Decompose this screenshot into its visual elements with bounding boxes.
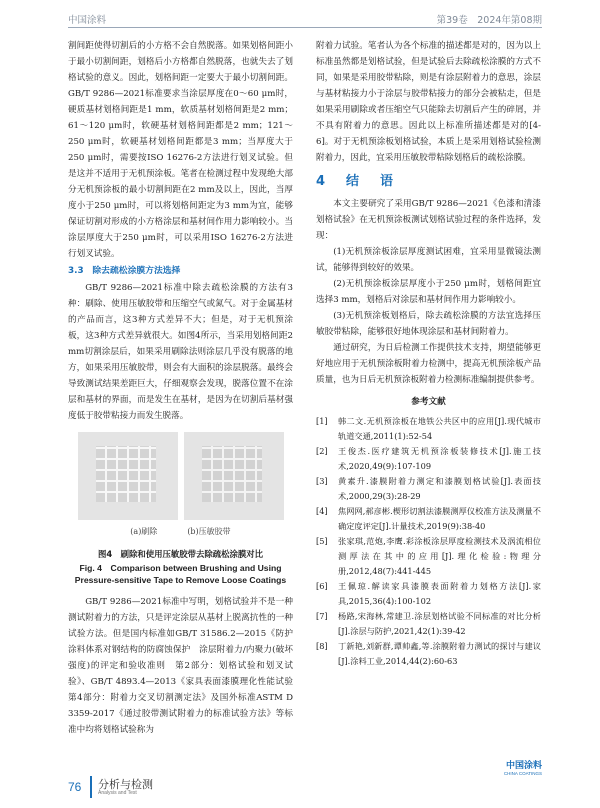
journal-logo xyxy=(490,758,542,782)
section-name: 分析与检测 xyxy=(98,778,153,791)
paragraph: 附着力试验。笔者认为各个标准的描述都是对的，因为以上标准虽然都是划格试验，但是试验后去除疏松涂膜的方式不同，如果是采用胶带粘除，则是有涂层附着力的意思，涂层与基材粘接力小于涂层与胶带粘接力的部分会被粘走，但是如果采用刷除或者压缩空气只能除去切割后产生的碎屑，并不具有附着力的意思。因此以上标准所描述都是对的[4-6]。对于无机预涂板划格试验，本质上是采用划格试验检测附着力，因此，宜采用压敏胶带粘除划格后的疏松涂膜。 xyxy=(316,41,541,163)
reference-item xyxy=(316,444,541,474)
reference-number: [2] xyxy=(316,446,328,456)
reference-item xyxy=(316,609,541,639)
reference-text: 张家琪,范炮,李鹰.彩涂板涂层厚度检测技术及涡流相位测厚法在其中的应用[J].理化检验:物理分册,2012,48(7):441-445 xyxy=(338,536,541,576)
journal-name: 中国涂料 xyxy=(68,15,107,26)
figure-4 xyxy=(68,432,293,520)
reference-number: [3] xyxy=(316,476,328,486)
page-header xyxy=(68,10,542,28)
right-column xyxy=(316,38,550,669)
reference-number: [1] xyxy=(316,416,328,426)
references-heading: 参考文献 xyxy=(411,397,446,407)
reference-item xyxy=(316,639,541,669)
section-name-en: Analysis and Test xyxy=(98,790,137,796)
figure-caption-en: Fig. 4 Comparison between Brushing and Using Pressure-sensitive Tape to Remove Loose Coatings xyxy=(74,563,287,585)
section-heading: 4 结 语 xyxy=(316,174,398,189)
paragraph: (3)无机预涂板划格后，除去疏松涂膜的方法宜选择压敏胶带粘除，能够很好地体现涂层和基材间附着力。 xyxy=(316,311,541,337)
paragraph: GB/T 9286—2021标准中写明，划格试验并不是一种测试附着力的方法，只是评定涂层从基材上脱离抗性的一种试验方法。但是国内标准如GB/T 31586.2—2015《防护涂料体系对钢结构的防腐蚀保护 涂层附着力/内聚力(破坏强度)的评定和验收准则 第2部分：划格试验和划叉试验》、GB/T 4893.4—2013《家具表面漆膜理化性能试验 第4部分：附着力交叉切割测定法》及国外标准ASTM D 3359-2017《通过胶带测试附着力的标准试验方法》等标准中均将划格试验称为 xyxy=(68,597,302,735)
reference-list xyxy=(316,414,541,669)
paragraph: (1)无机预涂板涂层厚度测试困难，宜采用显微镜法测试，能够得到较好的效果。 xyxy=(316,247,541,273)
issue-info: 第39卷 2024年第08期 xyxy=(436,15,542,26)
reference-text: 黄素升.漆膜附着力测定和漆膜划格试验[J].表面技术,2000,29(3):28-29 xyxy=(338,476,541,501)
reference-number: [8] xyxy=(316,641,328,651)
subsection-heading: 3.3 除去疏松涂膜方法选择 xyxy=(68,266,181,276)
paragraph: 本文主要研究了采用GB/T 9286—2021《色漆和清漆 划格试验》在无机预涂板测试划格试验过程的条件选择，发现： xyxy=(316,199,550,241)
reference-item xyxy=(316,474,541,504)
figure-sublabels xyxy=(68,524,293,540)
paragraph: 割间距使得切割后的小方格不会自然脱落。如果划格间距小于最小切割间距，划格后小方格都自然脱落，也就失去了划格试验的意义。因此，划格间距一定要大于最小切割间距。GB/T 9286—2021标准要求当涂层厚度在0～60 μm时，硬质基材划格间距是1 mm，软质基材划格间距是2 mm；61～120 μm时，软硬基材划格间距都是2 mm；121～250 μm时，软硬基材划格间距都是3 mm；当厚度大于250 μm时，需要按ISO 16276-2方法进行划叉试验。但是这并不适用于无机预涂板。笔者在检测过程中发现绝大部分无机预涂板的最小切割间距在2 mm及以上，因此，当厚度小于250 μm时，可以将划格间距定为3 mm为宜，能够保证切割对形成的小方格涂层和基材间作用力影响较小。当涂层厚度大于250 μm时，可以采用ISO 16276-2方法进行划叉试验。 xyxy=(68,41,293,259)
reference-number: [5] xyxy=(316,536,328,546)
figure-label-b: (b)压敏胶带 xyxy=(187,527,231,536)
reference-text: 杨路,宋海林,常建卫.涂层划格试验不同标准的对比分析[J].涂层与防护,2021,42(1):39-42 xyxy=(338,611,541,636)
figure-caption-cn: 图4 刷除和使用压敏胶带去除疏松涂膜对比 xyxy=(98,549,263,559)
reference-item xyxy=(316,534,541,579)
reference-number: [4] xyxy=(316,506,328,516)
paragraph: (2)无机预涂板涂层厚度小于250 μm时，划格间距宜选择3 mm，划格后对涂层和基材间作用力影响较小。 xyxy=(316,279,541,305)
reference-text: 韩二文.无机预涂板在地铁公共区中的应用[J].现代城市轨道交通,2011(1):52-54 xyxy=(338,416,541,441)
logo-text-en: CHINA COATINGS xyxy=(503,771,542,776)
brushing-photo xyxy=(78,432,178,520)
paragraph: GB/T 9286—2021标准中除去疏松涂膜的方法有3种：刷除、使用压敏胶带和压缩空气或氮气。对于金属基材的产品而言，这3种方式差异不大；但是，对于无机预涂板，这3种方式差异就很大。如图4所示，当采用划格间距2 mm切割涂层后，如果采用刷除法则涂层几乎没有脱落的地方，如果采用压敏胶带，则会有大面积的涂层脱落。最终会导致测试结果差距巨大，仔细观察会发现，脱落位置不在涂层和基材的界面，而是发生在基材，是因为在切割后基材强度低于胶带粘接力而发生脱落。 xyxy=(68,283,293,421)
reference-text: 王俊杰.医疗建筑无机预涂板装修技术[J].施工技术,2020,49(9):107-109 xyxy=(338,446,541,471)
page-footer xyxy=(68,770,542,800)
figure-label-a: (a)刷除 xyxy=(130,527,158,536)
reference-text: 丁新艳,刘新群,谭帅鑫,等.涂膜附着力测试的探讨与建议[J].涂料工业,2014,44(2):60-63 xyxy=(338,641,541,666)
logo-text: 中国涂料 xyxy=(505,761,542,771)
left-column xyxy=(68,38,302,738)
reference-item xyxy=(316,504,541,534)
reference-text: 王佩琼.解读家具漆膜表面附着力划格方法[J].家具,2015,36(4):100-102 xyxy=(338,581,541,606)
reference-item xyxy=(316,414,541,444)
tape-photo xyxy=(184,432,284,520)
paragraph: 通过研究，为日后检测工作提供技术支持，期望能够更好地应用于无机预涂板附着力检测中，提高无机预涂板产品质量，也为日后无机预涂板附着力检测标准编制提供参考。 xyxy=(316,343,541,385)
reference-number: [6] xyxy=(316,581,328,591)
reference-text: 焦网网,郝彦彬.楔形切割法漆膜测厚仪校准方法及测量不确定度评定[J].计量技术,2019(9):38-40 xyxy=(338,506,541,531)
footer-divider xyxy=(90,776,92,798)
reference-number: [7] xyxy=(316,611,328,621)
reference-item xyxy=(316,579,541,609)
page-number: 76 xyxy=(68,780,82,794)
